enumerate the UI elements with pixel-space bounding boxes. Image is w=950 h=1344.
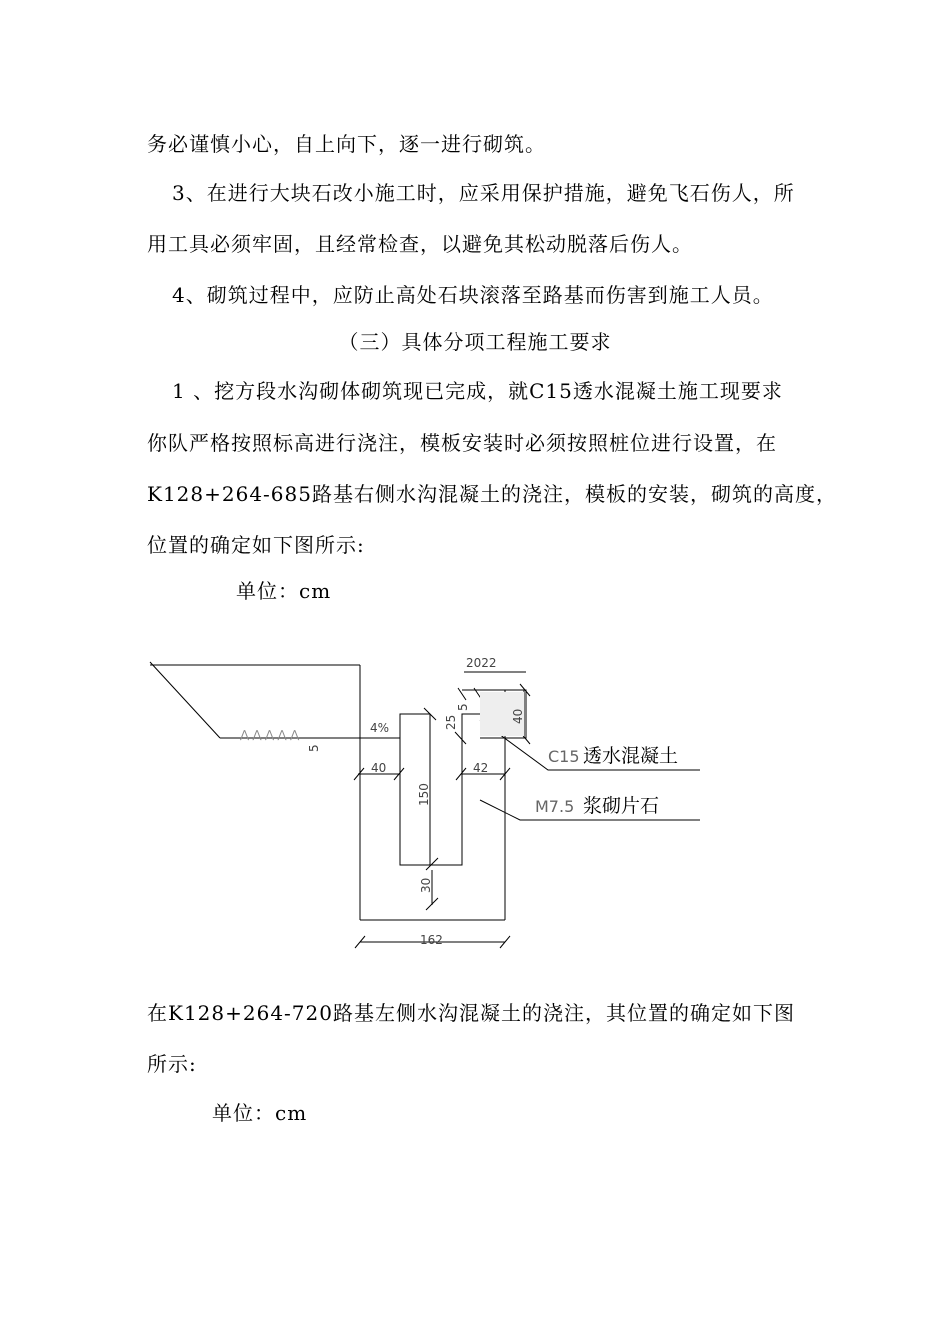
ditch-right-top — [462, 714, 480, 738]
paragraph-line: 4、砌筑过程中，应防止高处石块滚落至路基而伤害到施工人员。 — [172, 283, 774, 307]
section-heading: （三）具体分项工程施工要求 — [338, 330, 612, 354]
dim-42-label: 42 — [473, 761, 489, 775]
dim-30-label: 30 — [419, 877, 433, 893]
ditch-inner — [400, 738, 462, 865]
dim-150-label: 150 — [417, 783, 431, 806]
paragraph-line: K128+264-685路基右侧水沟混凝土的浇注，模板的安装，砌筑的高度， — [147, 482, 837, 506]
dim-40-left-label: 40 — [371, 761, 387, 775]
paragraph-line: 位置的确定如下图所示: — [147, 533, 365, 557]
unit-label: 单位：cm — [212, 1101, 308, 1125]
paragraph-line: 你队严格按照标高进行浇注，模板安装时必须按照桩位进行设置，在 — [147, 431, 777, 455]
dim-25-label: 25 — [444, 714, 458, 730]
ground-hatch: ⋀ ⋀ ⋀ ⋀ ⋀ — [240, 728, 300, 741]
paragraph-line: 用工具必须牢固，且经常检查，以避免其松动脱落后伤人。 — [147, 232, 693, 256]
unit-label: 单位：cm — [236, 579, 332, 603]
m75-code-label: M7.5 — [535, 797, 575, 816]
dim-top-label: 2022 — [466, 656, 497, 670]
dim-5-label: 5 — [456, 703, 470, 711]
paragraph-line: 务必谨慎小心，自上向下，逐一进行砌筑。 — [147, 132, 546, 156]
c15-code-label: C15 — [548, 747, 580, 766]
dim-162-label: 162 — [420, 933, 443, 947]
paragraph-line: 3、在进行大块石改小施工时，应采用保护措施，避免飞石伤人，所 — [172, 181, 795, 205]
c15-text-label: 透水混凝土 — [583, 745, 679, 767]
dim-40-right-label: 40 — [511, 708, 525, 724]
dim-5-left-label: 5 — [307, 744, 321, 752]
paragraph-line: 在K128+264-720路基左侧水沟混凝土的浇注，其位置的确定如下图 — [147, 1001, 795, 1025]
paragraph-line: 1 、挖方段水沟砌体砌筑现已完成，就C15透水混凝土施工现要求 — [172, 379, 783, 403]
m75-text-label: 浆砌片石 — [583, 795, 660, 817]
slope-label: 4% — [370, 721, 390, 735]
slope-line — [150, 662, 220, 738]
paragraph-line: 所示: — [147, 1052, 197, 1076]
